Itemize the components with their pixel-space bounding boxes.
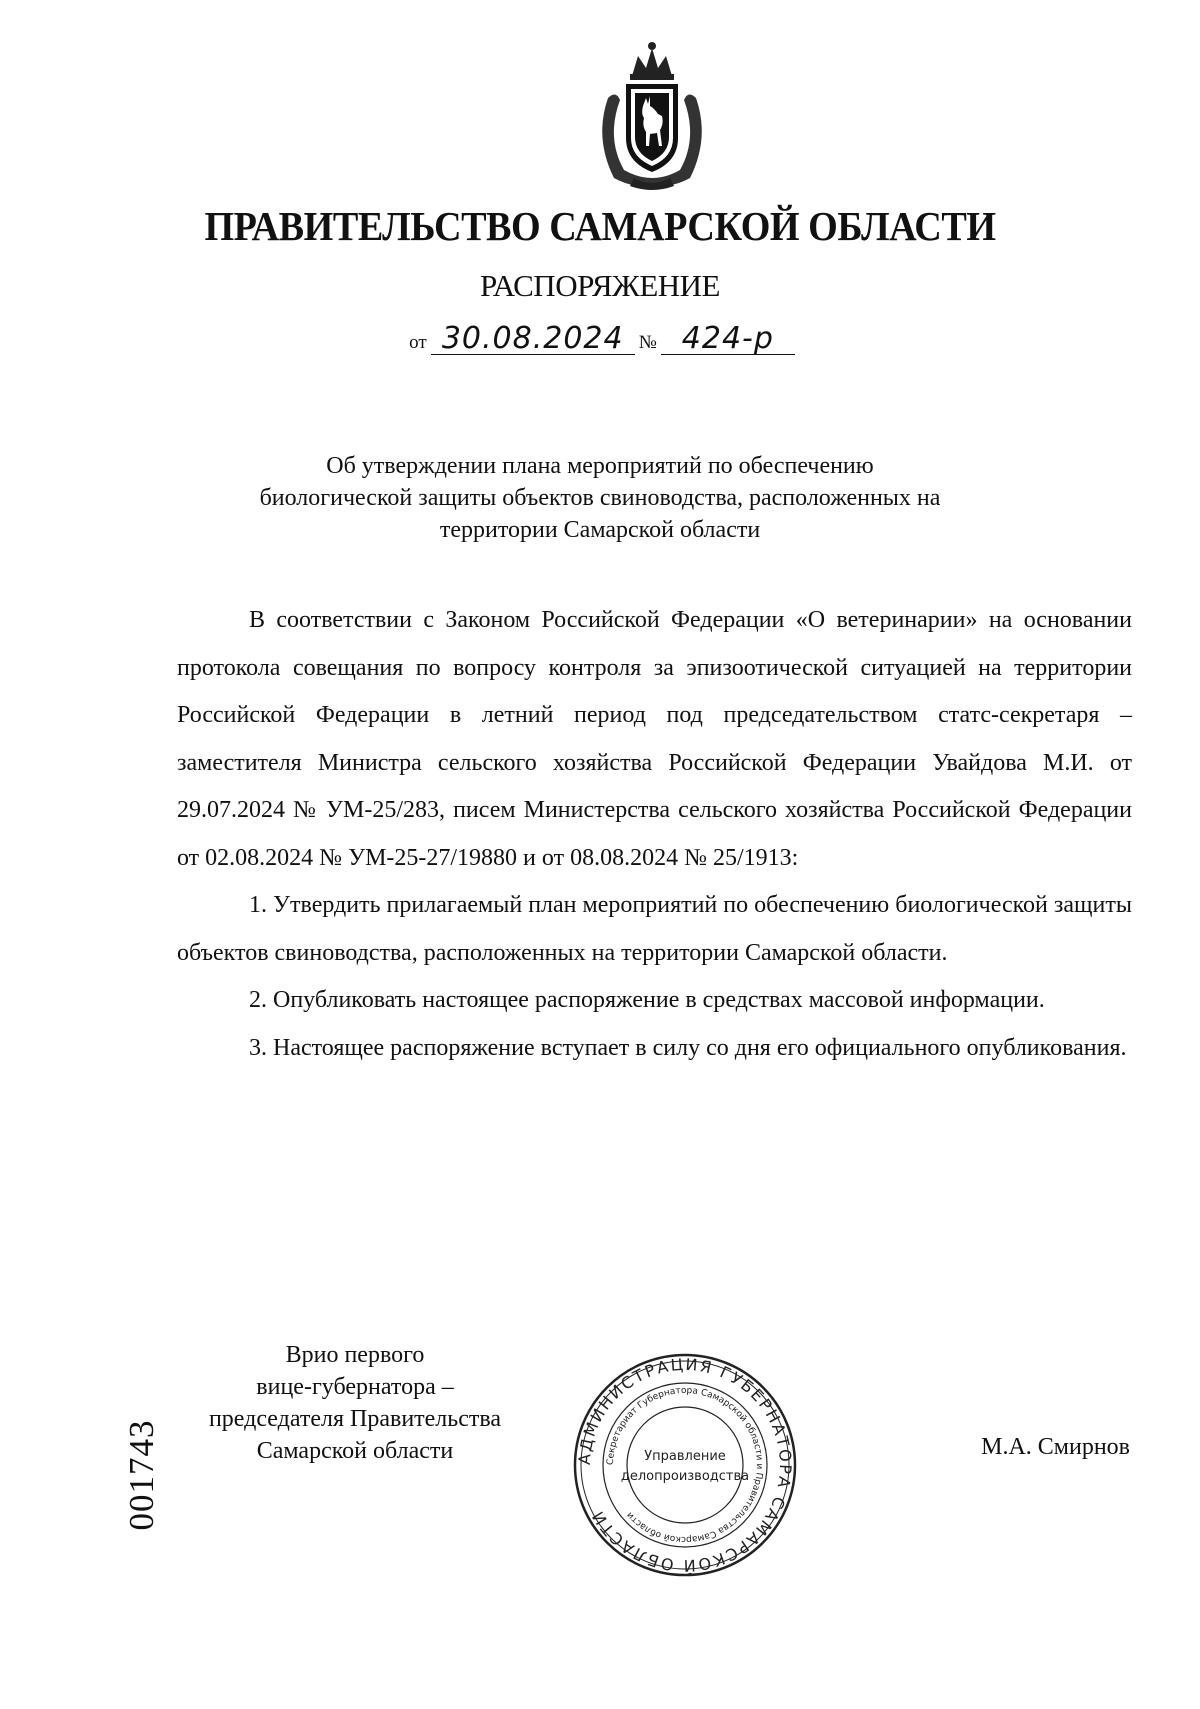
date-prefix: от <box>409 332 427 353</box>
coat-of-arms-icon <box>588 38 716 190</box>
organization-title: ПРАВИТЕЛЬСТВО САМАРСКОЙ ОБЛАСТИ <box>204 203 996 249</box>
stamp-outer-text: АДМИНИСТРАЦИЯ ГУБЕРНАТОРА САМАРСКОЙ ОБЛАСТИ <box>574 1354 796 1576</box>
number-prefix: № <box>638 332 657 353</box>
position-line: Врио первого <box>285 1342 425 1368</box>
document-body <box>177 597 1132 1072</box>
stamp-center-line-1: Управление <box>644 1449 726 1464</box>
date-number-line <box>0 321 1200 356</box>
stamp-center-line-2: делопроизводства <box>620 1469 750 1484</box>
position-line: вице-губернатора – <box>256 1374 454 1400</box>
handwritten-number: 424-р <box>661 324 795 355</box>
document-type: РАСПОРЯЖЕНИЕ <box>480 268 720 303</box>
clause-1: 1. Утвердить прилагаемый план мероприятий по обеспечению биологической защиты объектов свиноводства, расположенных на территории Самарской области. <box>177 892 1132 966</box>
clause-2: 2. Опубликовать настоящее распоряжение в средствах массовой информации. <box>249 987 1045 1013</box>
position-line: Самарской области <box>256 1438 454 1464</box>
preamble-paragraph: В соответствии с Законом Российской Федерации «О ветеринарии» на основании протокола совещания по вопросу контроля за эпизоотической ситуацией на территории Российской Федерации в летний период под председательством статс-секретаря – заместителя Министра сельского хозяйства Российской Федерации Увайдова М.И. от 29.07.2024 № УМ-25/283, писем Министерства сельского хозяйства Российской Федерации от 02.08.2024 № УМ-25-27/19880 и от 08.08.2024 № 25/1913: <box>177 607 1132 871</box>
subject-line: территории Самарской области <box>439 517 761 543</box>
handwritten-date: 30.08.2024 <box>431 324 635 355</box>
clause-3: 3. Настоящее распоряжение вступает в силу со дня его официального опубликования. <box>249 1034 1127 1061</box>
stamp-inner-text: Секретариат Губернатора Самарской области и Правительства Самарской области <box>605 1385 765 1545</box>
subject-line: Об утверждении плана мероприятий по обеспечению <box>326 453 874 479</box>
svg-text:Секретариат Губернатора Самарс <box>606 1386 764 1544</box>
registration-number: 001743 <box>122 1419 161 1531</box>
official-stamp <box>570 1350 800 1580</box>
subject-line: биологической защиты объектов свиноводства, расположенных на <box>259 485 941 511</box>
signatory-name: М.А. Смирнов <box>981 1434 1130 1460</box>
position-line: председателя Правительства <box>208 1406 502 1432</box>
signatory-position <box>165 1339 545 1467</box>
document-subject <box>200 450 1000 546</box>
